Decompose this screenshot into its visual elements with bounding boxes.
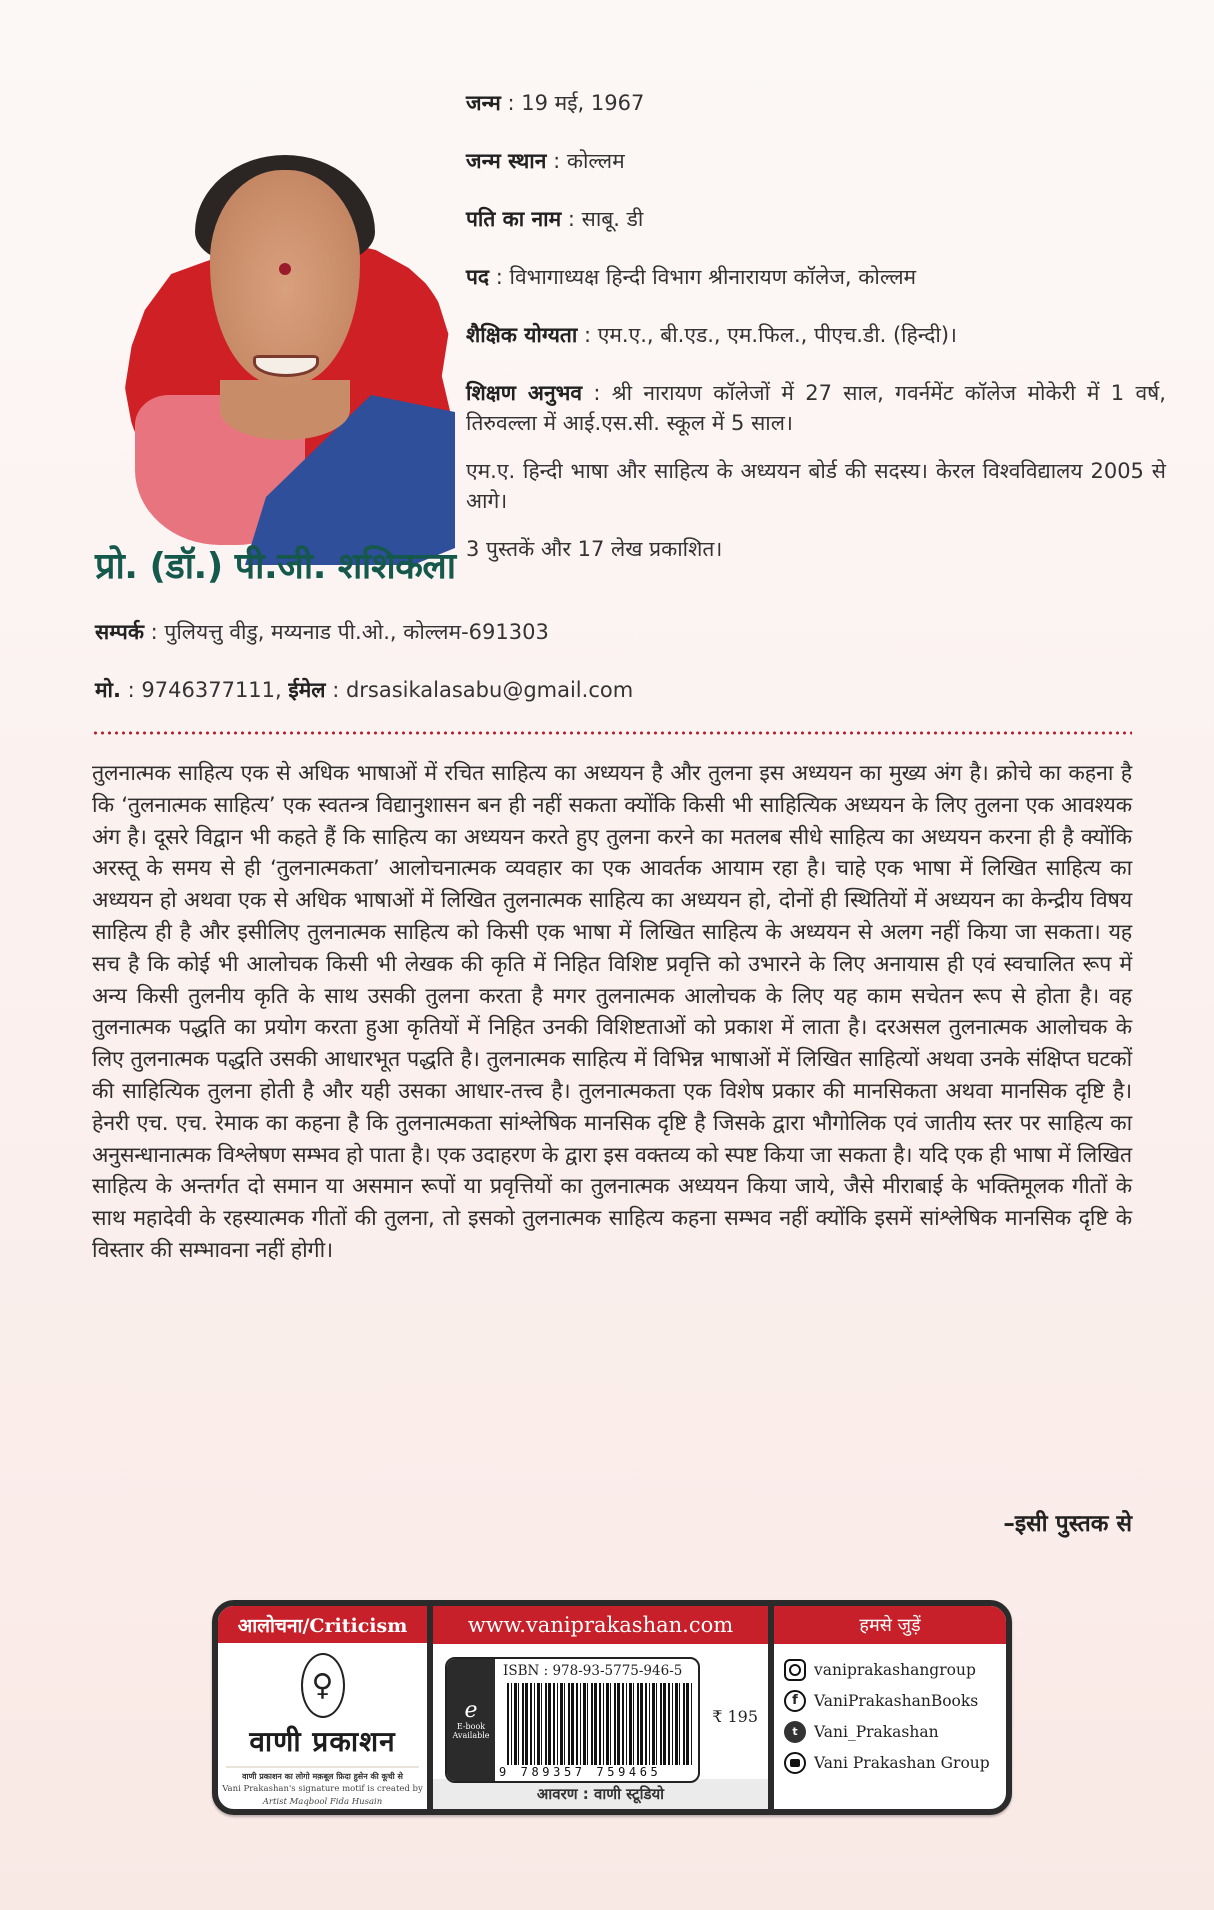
bio-board: एम.ए. हिन्दी भाषा और साहित्य के अध्ययन बोर्ड की सदस्य। केरल विश्वविद्यालय 2005 से आगे। [466, 459, 1166, 513]
social-facebook[interactable] [784, 1685, 1006, 1716]
instagram-handle: vaniprakashangroup [814, 1660, 976, 1679]
bio-education-label: शैक्षिक योग्यता [466, 323, 578, 347]
bio-birthplace: जन्म स्थान : कोल्लम [466, 149, 625, 173]
bio-birthplace-value: कोल्लम [566, 149, 625, 173]
barcode-box [445, 1657, 700, 1783]
bio-position-value: विभागाध्यक्ष हिन्दी विभाग श्रीनारायण कॉलेज, कोल्लम [509, 265, 917, 289]
dotted-divider [92, 731, 1132, 735]
bio-publications: 3 पुस्तकें और 17 लेख प्रकाशित। [466, 537, 723, 561]
twitter-icon: t [784, 1721, 806, 1743]
bio-experience: शिक्षण अनुभव : श्री नारायण कॉलेजों में 27 साल, गवर्नमेंट कॉलेज मोकेरी में 1 वर्ष, तिरुवल्ला में आई.एस.सी. स्कूल में 5 साल। [466, 381, 1166, 435]
contact-address: सम्पर्क : पुलियत्तु वीडु, मय्यनाड पी.ओ., कोल्लम-691303 [95, 620, 549, 644]
bindi [279, 263, 291, 275]
logo-credit [218, 1770, 427, 1809]
bio-birth-value: 19 मई, 1967 [521, 91, 645, 115]
website-link[interactable]: www.vaniprakashan.com [433, 1606, 768, 1644]
neck [220, 380, 350, 440]
isbn-column [427, 1606, 768, 1809]
social-column [768, 1606, 1006, 1809]
ebook-line1: E-book [456, 1722, 486, 1731]
author-name: प्रो. (डॉ.) पी.जी. शशिकला [95, 546, 456, 587]
contact-phone-label: मो. [95, 678, 121, 702]
author-photo [95, 95, 455, 515]
face [210, 170, 360, 385]
barcode-digits: 9 789357 759465 [499, 1765, 662, 1779]
publisher-column [218, 1606, 427, 1809]
logo-credit-en: Vani Prakashan's signature motif is created by [222, 1783, 423, 1794]
ebook-badge [447, 1659, 495, 1781]
facebook-icon: f [784, 1690, 806, 1712]
barcode [495, 1659, 698, 1781]
contact-email-value[interactable]: drsasikalasabu@gmail.com [345, 678, 634, 702]
youtube-handle: Vani Prakashan Group [814, 1753, 990, 1772]
isbn-label: ISBN : 978-93-5775-946-5 [503, 1663, 683, 1679]
price: ₹ 195 [712, 1707, 758, 1726]
publisher-logo-icon: ♀ [301, 1653, 345, 1718]
contact-address-value: पुलियत्तु वीडु, मय्यनाड पी.ओ., कोल्लम-691303 [164, 620, 549, 644]
youtube-icon [784, 1752, 806, 1774]
contact-phone-value: 9746377111, [141, 678, 282, 702]
logo-credit-hindi: वाणी प्रकाशन का लोगो मक़बूल फ़िदा हुसेन की कूची से [242, 1771, 403, 1781]
bio-position: पद : विभागाध्यक्ष हिन्दी विभाग श्रीनारायण कॉलेज, कोल्लम [466, 265, 917, 289]
social-twitter[interactable] [784, 1716, 1006, 1747]
bio-education-value: एम.ए., बी.एड., एम.फिल., पीएच.डी. (हिन्दी)। [597, 323, 957, 347]
category-label: आलोचना/Criticism [218, 1606, 427, 1643]
excerpt-source: –इसी पुस्तक से [1003, 1511, 1132, 1537]
logo-credit-artist: Artist Maqbool Fida Husain [262, 1796, 383, 1807]
contact-address-label: सम्पर्क [95, 620, 144, 644]
cover-credit: आवरण : वाणी स्टूडियो [433, 1779, 768, 1809]
publisher-logo-text: वाणी प्रकाशन [249, 1725, 396, 1759]
twitter-handle: Vani_Prakashan [814, 1722, 939, 1741]
contact-info [95, 618, 1155, 734]
bio-birthplace-label: जन्म स्थान [466, 149, 547, 173]
facebook-handle: VaniPrakashanBooks [814, 1691, 979, 1710]
book-excerpt: तुलनात्मक साहित्य एक से अधिक भाषाओं में रचित साहित्य का अध्ययन है और तुलना इस अध्ययन का मुख्य अंग है। क्रोचे का कहना है कि ‘तुलनात्मक साहित्य’ एक स्वतन्त्र विद्यानुशासन बन ही नहीं सकता क्योंकि किसी भी साहित्यिक अध्ययन के लिए तुलना एक आवश्यक अंग है। दूसरे विद्वान भी कहते हैं कि साहित्य का अध्ययन करते हुए तुलना करने का मतलब सीधे साहित्य का अध्ययन करना ही है क्योंकि अरस्तू के समय से ही ‘तुलनात्मकता’ आलोचनात्मक व्यवहार का एक आवर्तक आयाम रहा है। चाहे एक भाषा में लिखित साहित्य का अध्ययन हो अथवा एक से अधिक भाषाओं में लिखित तुलनात्मक साहित्य का अध्ययन हो, दोनों ही स्थितियों में अध्ययन का केन्द्रीय विषय साहित्य ही है और इसीलिए तुलनात्मक साहित्य को किसी एक भाषा में लिखित साहित्य के अध्ययन से अलग नहीं किया जा सकता। यह सच है कि कोई भी आलोचक किसी भी लेखक की कृति में निहित विशिष्ट प्रवृत्ति को उभारने के लिए अनायास ही एवं स्वचालित रूप में अन्य किसी तुलनीय कृति के साथ उसकी तुलना करता है मगर तुलनात्मक आलोचक के लिए यह काम सचेतन रूप से होता है। वह तुलनात्मक पद्धति का प्रयोग करता हुआ कृतियों में निहित उनकी विशिष्टताओं को प्रकाश में लाता है। दरअसल तुलनात्मक आलोचक के लिए तुलनात्मक पद्धति उसकी आधारभूत पद्धति है। तुलनात्मक साहित्य में विभिन्न भाषाओं में लिखित साहित्यों अथवा उनके संक्षिप्त घटकों की साहित्यिक तुलना होती है और यही उसका आधार-तत्त्व है। तुलनात्मकता एक विशेष प्रकार की मानसिकता अथवा मानसिक दृष्टि है। हेनरी एच. एच. रेमाक का कहना है कि तुलनात्मकता सांश्लेषिक मानसिक दृष्टि है जिसके द्वारा भौगोलिक एवं जातीय स्तर पर साहित्य का अनुसन्धानात्मक विश्लेषण सम्भव हो पाता है। एक उदाहरण के द्वारा इस वक्तव्य को स्पष्ट किया जा सकता है। यदि एक ही भाषा में लिखित साहित्य के अन्तर्गत दो समान या असमान रूपों या प्रवृत्तियों का तुलनात्मक अध्ययन किया जाये, जैसे मीराबाई के भक्तिमूलक गीतों के साथ महादेवी के रहस्यात्मक गीतों की तुलना, तो इसको तुलनात्मक साहित्य कहना सम्भव नहीं क्योंकि इसमें सांश्लेषिक मानसिक दृष्टि के विस्तार की सम्भावना नहीं होगी। [92, 761, 1132, 1263]
logo-rule [226, 1766, 419, 1768]
ebook-icon: e [464, 1698, 478, 1723]
social-instagram[interactable] [784, 1654, 1006, 1685]
ebook-line2: Available [452, 1731, 490, 1740]
bio-experience-label: शिक्षण अनुभव [466, 381, 583, 405]
barcode-bars [507, 1683, 692, 1765]
social-list [774, 1644, 1006, 1778]
bio-birth-label: जन्म [466, 91, 501, 115]
bio-husband-value: साबू. डी [581, 207, 644, 231]
bio-position-label: पद [466, 265, 490, 289]
connect-heading: हमसे जुड़ें [774, 1606, 1006, 1644]
social-youtube[interactable] [784, 1747, 1006, 1778]
barcode-area [433, 1644, 768, 1779]
bio-birth: जन्म : 19 मई, 1967 [466, 91, 645, 115]
bio-husband-label: पति का नाम [466, 207, 562, 231]
bio-education: शैक्षिक योग्यता : एम.ए., बी.एड., एम.फिल., पीएच.डी. (हिन्दी)। [466, 323, 957, 347]
contact-phone-email: मो. : 9746377111, ईमेल : drsasikalasabu@gmail.com [95, 678, 634, 702]
bio-husband: पति का नाम : साबू. डी [466, 207, 644, 231]
bio-experience-value: श्री नारायण कॉलेजों में 27 साल, गवर्नमेंट कॉलेज मोकेरी में 1 वर्ष, तिरुवल्ला में आई.एस.सी. स्कूल में 5 साल। [466, 381, 1166, 435]
author-bio [466, 88, 1166, 592]
instagram-icon [784, 1659, 806, 1681]
publisher-panel [212, 1600, 1012, 1815]
contact-email-label: ईमेल [288, 678, 326, 702]
